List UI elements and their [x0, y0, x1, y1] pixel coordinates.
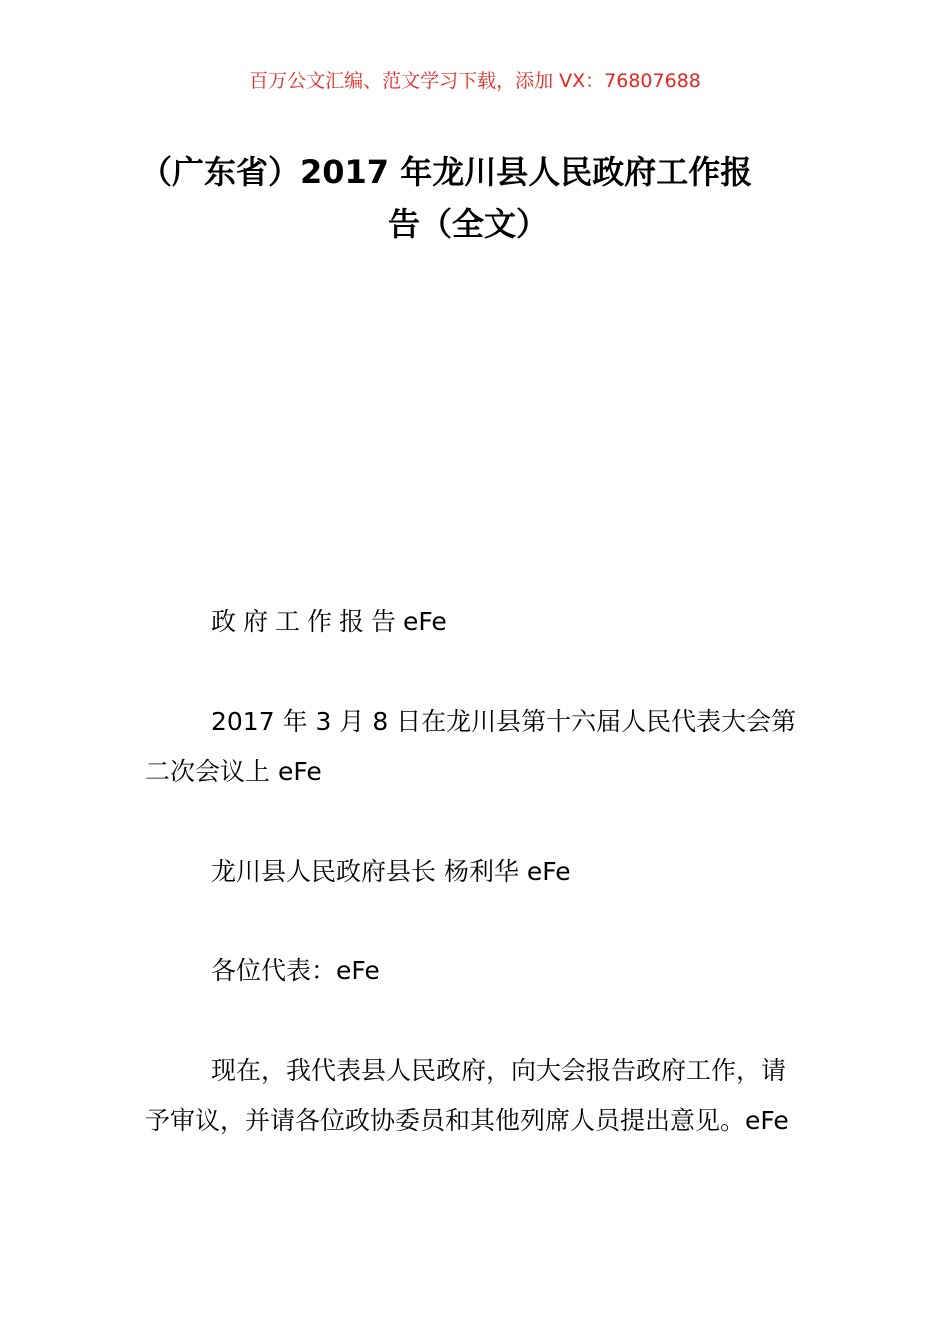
speaker-paragraph: [145, 847, 810, 897]
salutation-line: 各位代表：eFe: [211, 956, 380, 985]
report-heading-suffix: eFe: [403, 607, 447, 636]
date-paragraph: [145, 697, 810, 797]
document-title-line-2: 告（全文）: [388, 205, 549, 243]
salutation-paragraph: [145, 946, 810, 996]
report-heading: 政府工作报告: [211, 607, 404, 636]
speaker-line: 龙川县人民政府县长 杨利华 eFe: [211, 857, 571, 886]
document-title-line-1: （广东省）2017 年龙川县人民政府工作报: [140, 153, 753, 191]
report-heading-wrapper: [145, 597, 447, 647]
intro-line-1-text: 现在，我代表县人民政府，向大会报告政府工作，请: [211, 1056, 787, 1085]
date-line-1: [145, 697, 810, 747]
date-line-1-text: 2017 年 3 月 8 日在龙川县第十六届人民代表大会第: [211, 707, 797, 736]
date-line-2: 二次会议上 eFe: [145, 757, 322, 786]
intro-line-2: 予审议，并请各位政协委员和其他列席人员提出意见。eFe: [145, 1106, 789, 1135]
intro-paragraph: [145, 1046, 810, 1146]
intro-line-1: [145, 1046, 810, 1096]
header-banner: 百万公文汇编、范文学习下载，添加 VX：76807688: [249, 70, 701, 92]
document-title: [140, 146, 820, 250]
report-heading-paragraph: [145, 597, 810, 647]
